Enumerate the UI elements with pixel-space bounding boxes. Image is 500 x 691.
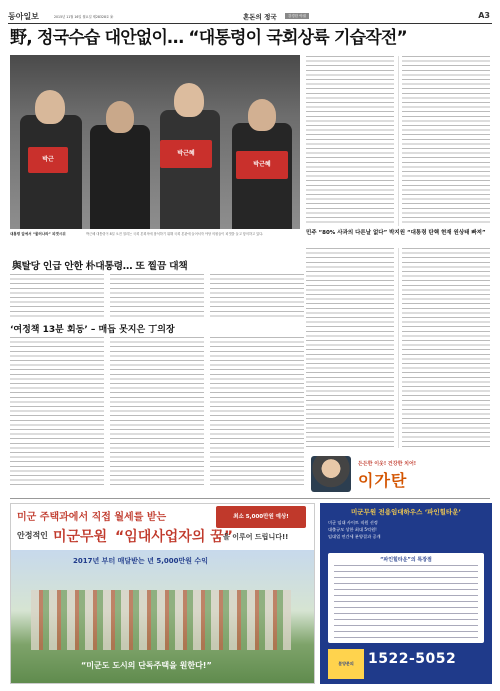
section-title: 혼돈의 정국: [243, 13, 277, 21]
main-headline: 野, 정국수습 대안없이… “대통령이 국회상륙 기습작전”: [10, 28, 407, 48]
small-ad[interactable]: [306, 456, 494, 492]
article-body-text: [306, 56, 394, 226]
ad-feature: 임대업 연간세 분양결과 공개: [328, 534, 381, 539]
photo-caption-title: 대통령 앞에서 “물러나라” 피켓시위: [10, 232, 66, 236]
ad-headline-part: “임대사업자의 꿈”: [115, 529, 233, 545]
ad-feature-list: [328, 519, 484, 540]
protest-sign: 박근: [28, 147, 68, 173]
ad-headline-part: 을 이루어 드립니다!!: [223, 533, 289, 541]
news-photo: [10, 55, 300, 229]
ad-bottom-slogan: “미군도 도시의 단독주택을 원한다!”: [81, 661, 212, 670]
ad-benefits-box: [328, 553, 484, 643]
ad-slogan: 든든한 이웃! 건강한 치어!: [358, 461, 417, 467]
ad-portrait: [311, 456, 351, 492]
ad-headline-part: 미군무원: [53, 529, 108, 545]
article-body-text: [402, 56, 490, 226]
article-body-text: [10, 337, 104, 487]
ad-inquiry-label: 분양문의: [328, 649, 364, 679]
section-badge: 강경한 야권: [285, 13, 309, 19]
newspaper-logo: 동아일보: [8, 11, 39, 21]
page-header: [8, 10, 492, 24]
article-body-text: [110, 337, 204, 487]
ad-benefits-title: “파인힐타운”의 특장점: [380, 557, 432, 563]
ad-right-title: 미군무원 전용임대하우스 ‘파인힐타운’: [351, 508, 461, 516]
housing-ad[interactable]: [10, 503, 315, 684]
photo-caption: 박근혜 대통령이 8일 오전 열리는 국회 본회의에 참석하기 위해 국회 본관에 들어서자 야당 의원들이 피켓을 들고 항의하고 있다.: [86, 232, 264, 236]
ad-tagline: 미군 주택과에서 직접 월세를 받는: [17, 512, 167, 523]
article-body-text: [210, 274, 304, 318]
article-body-text: [110, 274, 204, 318]
side-article-title: 민주 “80% 사과의 다른날 없다” 박지원 “대통령 탄핵 현재 원상태 빠져”: [306, 230, 486, 236]
ad-aerial-image: [11, 550, 315, 684]
article-body-text: [306, 248, 394, 448]
article-body-text: [402, 248, 490, 448]
divider: [10, 498, 490, 499]
sub-headline: 與탈당 인급 안한 朴대통령… 또 찔끔 대책: [12, 261, 188, 272]
ad-brand: 이가탄: [358, 471, 408, 490]
article-body-text: [210, 337, 304, 487]
ad-subline: 2017년 부터 매달받는 년 5,000만원 수익: [73, 557, 208, 565]
page-number: A3: [478, 11, 490, 20]
ad-feature: 미군 임대 사이트 직원 선정: [328, 520, 378, 525]
article-body-text: [10, 274, 104, 318]
ad-phone[interactable]: 1522-5052: [368, 651, 457, 667]
housing-ad-detail[interactable]: [320, 503, 492, 684]
ad-feature: 대출규모 상한 최대 5억원!: [328, 527, 377, 532]
ad-headline-part: 안정적인: [17, 531, 48, 540]
issue-info: 2015년 11월 16일 월요일 제28328호 ㊎: [54, 15, 114, 19]
ad-badge: 최소 5,000만원 예상!: [216, 506, 306, 528]
secondary-headline: ‘여정책 13분 회동’ – 매듭 못지은 丁의장: [10, 325, 175, 335]
protest-sign: 박근혜: [160, 140, 212, 168]
protest-sign: 박근혜: [236, 151, 288, 179]
